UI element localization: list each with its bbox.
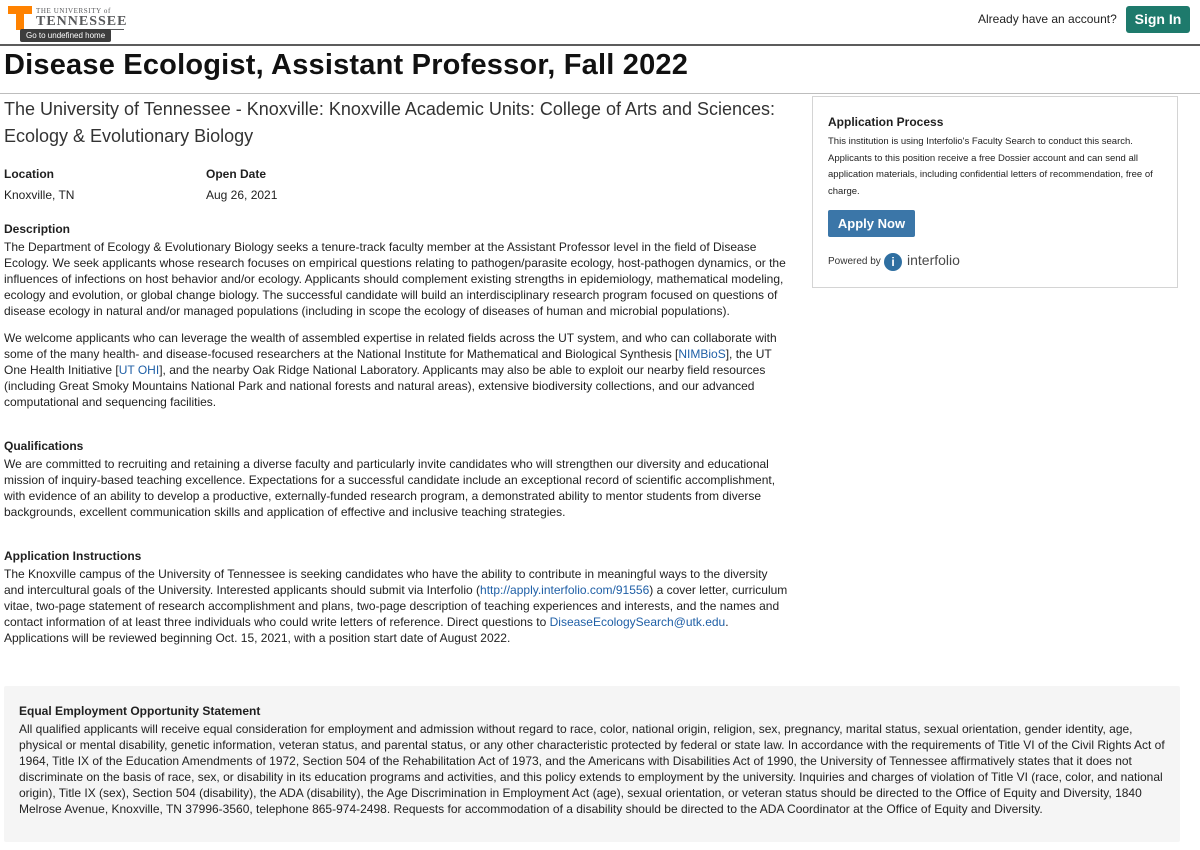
qualifications-text: We are committed to recruiting and retaining a diverse faculty and particularly invite candidates who will strengthen our diversity and educational mission of inquiry-based teaching excellence. Expectations for a successful candidate include an exceptional record of scientific accomplishment, with evidence of an ability to develop a productive, externally-funded research program, a demonstrated ability to mentor students from diverse backgrounds, excellent communication skills and application of effective and inclusive teaching strategies. [4,457,776,519]
eeo-title: Equal Employment Opportunity Statement [19,704,261,718]
eeo-text: All qualified applicants will receive equal consideration for employment and admission without regard to race, color, national origin, religion, sex, pregnancy, marital status, sexual orientation, gender identity, age, physical or mental disability, genetic information, veteran status, and parental status, or any other characteristic protected by federal or state law. In accordance with the requirements of Title VI of the Civil Rights Act of 1964, Title IX of the Education Amendments of 1972, Section 504 of the Rehabilitation Act of 1973, and the Americans with Disabilities Act of 1990, the University of Tennessee affirmatively states that it does not discriminate on the basis of race, sex, or disability in its education programs and activities, and this policy extends to employment by the university. Inquiries and charges of violation of Title VI (race, color, and national origin), Title IX (sex), Section 504 (disability), the ADA (disability), the Age Discrimination in Employment Act (age), sexual orientation, or veteran status should be directed to the Office of Equity and Diversity, 1840 Melrose Avenue, Knoxville, TN 37996-3560, telephone 865-974-2498. Requests for accommodation of a disability should be directed to the ADA Coordinator at the Office of Equity and Diversity. [19,722,1165,816]
sign-in-button[interactable]: Sign In [1126,6,1190,33]
open-date-value: Aug 26, 2021 [206,188,278,202]
ut-ohi-link[interactable]: UT OHI [118,363,160,377]
instructions-text-a: The Knoxville campus of the University of Tennessee is seeking candidates who have the ability to contribute in meaningful ways to the diversity and intercultural goals of the University. Interested applicants should submit via Interfolio ( [4,567,768,597]
title-divider [0,93,1200,94]
instructions-text-b: ) a cover letter, curriculum vitae, two-page statement of research accomplishment and plans, two-page description of teaching experiences and interests, and the names and contact information of at least three individuals who could write letters of reference. Direct questions to [4,583,788,629]
description-paragraph-2 [4,330,790,410]
interfolio-wordmark: interfolio [907,252,960,268]
instructions-heading: Application Instructions [4,549,142,563]
application-process-title: Application Process [828,115,944,129]
para2-text-a: We welcome applicants who can leverage the wealth of assembled expertise in related fields across the UT system, and who can collaborate with some of the many health- and disease-focused researchers at the National Institute for Mathematical and Biological Synthesis [ [4,331,777,361]
institution-name: The University of Tennessee - Knoxville: Knoxville Academic Units: College of Arts and Sciences: Ecology & Evolutionary Biology [4,99,776,146]
location-value: Knoxville, TN [4,188,75,202]
description-heading: Description [4,222,71,236]
description-paragraph-1: The Department of Ecology & Evolutionary Biology seeks a tenure-track faculty member at the Assistant Professor level in the field of Disease Ecology. We seek applicants whose research focuses on empirical questions relating to pathogen/parasite ecology, host-pathogen dynamics, or the influences of infections on host behavior and/or ecology. Applicants should complement existing strengths in epidemiology, mathematical modeling, ecology and evolution, or global change biology. The successful candidate will build an interdisciplinary research program focused on questions of disease ecology in natural and/or managed populations (including in scope the ecology of diseases of human and microbial populations). [4,240,786,318]
eeo-statement-box [4,686,1180,842]
location-label: Location [4,167,54,181]
nimbios-link[interactable]: NIMBioS [678,347,726,361]
para2-text-b: ], the UT One Health Initiative [ [4,347,772,377]
logo-big-text: TENNESSEE [36,14,128,29]
application-process-text: This institution is using Interfolio's Faculty Search to conduct this search. Applicants to this position receive a free Dossier account and can send all application materials, including confidential letters of recommendation, free of charge. [828,136,1153,197]
power-t-logo-icon [8,6,32,30]
application-process-panel [812,96,1178,288]
instructions-text-c: . Applications will be reviewed beginning Oct. 15, 2021, with a position start date of August 2022. [4,615,729,645]
interfolio-icon: i [884,253,902,271]
qualifications-heading: Qualifications [4,439,84,453]
logo-small-text: THE UNIVERSITY of [36,7,111,15]
para2-text-c: ], and the nearby Oak Ridge National Laboratory. Applicants may also be able to exploit our nearby field resources (including Great Smoky Mountains National Park and national forests and natural areas), extensive biodiversity collections, and our advanced computational and sequencing facilities. [4,363,766,409]
interfolio-logo[interactable] [884,251,984,273]
open-date-label: Open Date [206,167,267,181]
university-logo[interactable] [8,6,128,30]
top-header [0,0,1200,46]
instructions-text [4,566,790,646]
account-prompt: Already have an account? [978,12,1117,26]
job-title: Disease Ecologist, Assistant Professor, Fall 2022 [4,49,689,81]
powered-by-label: Powered by [828,256,881,267]
apply-now-button[interactable]: Apply Now [828,210,915,237]
logo-tooltip: Go to undefined home [20,29,111,42]
contact-email-link[interactable]: DiseaseEcologySearch@utk.edu [549,615,726,629]
interfolio-apply-link[interactable]: http://apply.interfolio.com/91556 [480,583,650,597]
